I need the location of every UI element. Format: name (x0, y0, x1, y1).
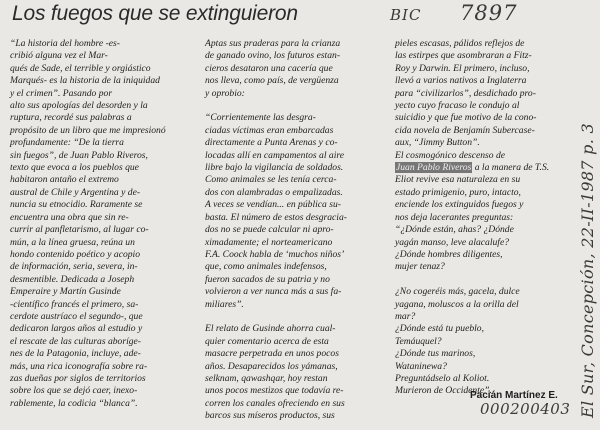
text-line: “¿Dónde están, ahas? ¿Dónde (395, 224, 514, 236)
text-line: barcos sus míseros productos, sus (205, 410, 335, 422)
text-line: pieles escasas, pálidos reflejos de (395, 38, 525, 49)
text-line: más, una rica iconografía sobre ra- (10, 360, 148, 372)
text-line: selknam, qawashqar, hoy restan (205, 372, 328, 384)
text-line: El cosmogónico descenso de (395, 149, 506, 161)
text-line: suicidio y que fue motivo de la cono- (395, 112, 537, 124)
text-line: -científico francés el primero, sa- (10, 298, 139, 310)
text-line: ¿Dónde hombres diligentes, (395, 248, 503, 260)
text-line: Roy y Darwin. El primero, incluso, (395, 62, 530, 74)
text-line: nos deja lacerantes preguntas: (395, 211, 514, 223)
text-line: A veces se vendían... en pública su- (205, 199, 341, 211)
text-line: aux, “Jimmy Button”. (395, 137, 480, 149)
text-line: masacre perpetrada en unos pocos (205, 348, 339, 360)
text-line: para “civilizarlos”, desdichado pro- (395, 87, 536, 99)
text-line: mar? (395, 310, 416, 322)
text-line: habitaron antaño el extremo (10, 174, 119, 186)
handwritten-code: BIC (390, 6, 422, 24)
text-line: enciende los extinguidos fuegos y (395, 199, 524, 211)
text-line: nuncia su etnocidio. Raramente se (10, 199, 143, 211)
text-line: unos pocos mestizos que todavía re- (205, 385, 344, 397)
text-line: Eliot revive esa naturaleza en su (395, 174, 521, 186)
text-line: y oprobio: (205, 87, 245, 99)
archive-stamp-number: 000200403 (480, 400, 571, 418)
column-1 (10, 38, 200, 410)
column-2 (205, 38, 390, 423)
text-line: yagán manso, leve alacalufe? (395, 236, 510, 248)
text-line: ¿No cogeréis más, gacela, dulce (395, 286, 520, 298)
text-line: sobre los que se dejó caer, inexo- (10, 385, 138, 397)
text-line: propósito de un libro que me impresionó (10, 124, 166, 136)
text-line: volvieron a ver nunca más a sus fa- (205, 286, 342, 298)
handwritten-source-date: El Sur, Concepción, 22-II-1987 p. 3 (578, 123, 597, 418)
text-line: “Corrientemente las desgra- (205, 112, 316, 124)
text-line: desmentible. Dedicada a Joseph (10, 273, 135, 285)
text-line: miliares”. (205, 298, 244, 310)
text-line: Marqués- es la historia de la iniquidad (10, 75, 160, 87)
text-line: locadas allí en campamentos al aire (205, 149, 345, 161)
text-line: Preguntádselo al Koliot. (395, 372, 490, 384)
text-line: años. Desaparecidos los yámanas, (205, 360, 338, 372)
text-line: llevó a varios nativos a Inglaterra (395, 75, 527, 87)
text-line: ¿Dónde está tu pueblo, (395, 323, 484, 335)
text-line (205, 100, 390, 112)
text-line: cribió alguna vez el Mar- (10, 50, 108, 62)
text-line: Juan Pablo Riveros a la manera de T.S. (396, 162, 550, 174)
text-line: “La historia del hombre -es- (10, 38, 120, 49)
text-line: Murieron de Occidente”. (395, 385, 492, 397)
text-line: mujer tenaz? (395, 261, 445, 273)
text-line: hondo contenido poético y acopio (10, 248, 141, 260)
text-line: dos con alambradas o empalizadas. (205, 186, 343, 198)
text-line: cida novela de Benjamín Subercase- (395, 124, 535, 136)
text-line: cieros desataron una cacería que (205, 62, 333, 74)
text-line: dos no se puede calcular ni apro- (205, 224, 334, 236)
text-line: corren los canales ofreciendo en sus (205, 397, 345, 409)
text-line: zas dueñas por siglos de territorios (10, 372, 146, 384)
text-line: que, como animales indefensos, (205, 261, 327, 273)
text-line: encuentra una obra que sin re- (10, 211, 129, 223)
text-line: ¿Dónde tus marinos, (395, 348, 476, 360)
text-line: estado primigenio, puro, intacto, (395, 186, 521, 198)
text-line: mún, a la línea gruesa, reúna un (10, 236, 135, 248)
text-line (205, 311, 390, 323)
text-line (395, 274, 560, 286)
text-line: El relato de Gusinde ahorra cual- (205, 323, 336, 335)
text-line: profundamente: “De la tierra (10, 137, 124, 149)
text-line: de información, seria, severa, in- (10, 261, 138, 273)
text-line: yagana, moluscos a la orilla del (395, 298, 519, 310)
text-line: Emperaire y Martín Gusinde (10, 286, 121, 298)
text-line: cerdote austríaco el segundo-, que (10, 310, 143, 322)
text-line: austral de Chile y Argentina y de- (10, 186, 141, 198)
text-line: nos lleva, como país, de vergüenza (205, 75, 339, 87)
text-line: ruptura, recordé sus palabras a (10, 112, 132, 124)
text-line: F.A. Coock habla de ‘muchos niños’ (205, 248, 345, 260)
column-3 (395, 38, 560, 398)
handwritten-number: 7897 (460, 1, 518, 25)
text-line: rablemente, la codicia “blanca”. (10, 397, 138, 409)
text-line: libre bajo la vigilancia de soldados. (205, 162, 344, 174)
text-line: de ganado ovino, los futuros estan- (205, 50, 341, 62)
text-line: basta. El número de estos desgracia- (205, 211, 347, 223)
text-line: Aptas sus praderas para la crianza (205, 38, 341, 49)
text-line: y el crimen”. Pasando por (10, 87, 113, 99)
text-line: texto que evoca a los pueblos que (10, 162, 139, 174)
text-line: directamente a Punta Arenas y co- (205, 137, 338, 149)
article-byline: Pacián Martínez E. (470, 390, 558, 401)
text-line: sin fuegos”, de Juan Pablo Riveros, (10, 149, 148, 161)
text-line: ciadas víctimas eran embarcadas (205, 124, 334, 136)
text-line: quier comentario acerca de esta (205, 335, 329, 347)
text-line: las estirpes que asombraran a Fitz- (395, 50, 532, 62)
text-line: Como animales se les tenía cerca- (205, 174, 337, 186)
text-line: Wataninewa? (395, 360, 447, 372)
text-line: alto sus apologías del desorden y la (10, 100, 148, 112)
text-line: qués de Sade, el terrible y orgiástico (10, 62, 151, 74)
text-line: dedicaron largos años al estudio y (10, 323, 143, 335)
text-line: Temáuquel? (395, 335, 442, 347)
text-line: nes de la Patagonia, incluye, ade- (10, 348, 141, 360)
text-line: currir al panfletarismo, al lugar co- (10, 224, 149, 236)
text-line: fueron sacados de su patria y no (205, 273, 330, 285)
article-title: Los fuegos que se extinguieron (12, 2, 298, 25)
text-line: ximadamente; el norteamericano (205, 236, 333, 248)
text-line: el rescate de las culturas aboríge- (10, 335, 142, 347)
text-line: yecto cuyo fracaso le condujo al (395, 100, 520, 112)
